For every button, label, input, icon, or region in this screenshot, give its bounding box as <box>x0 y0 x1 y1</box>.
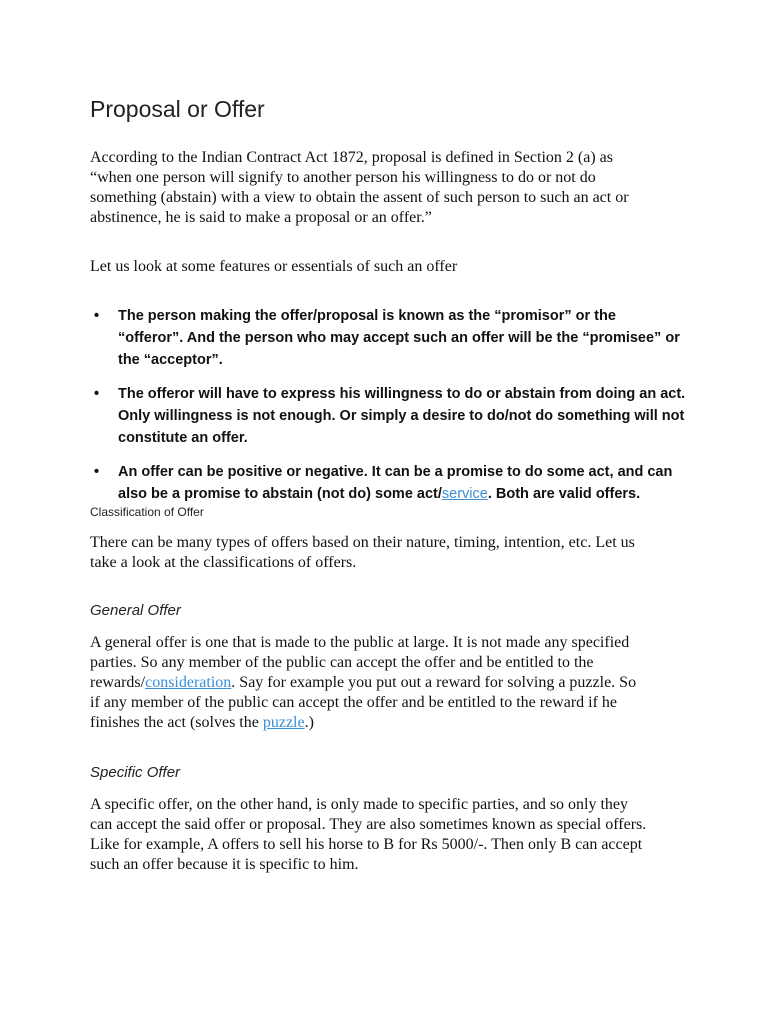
intro-paragraph <box>90 148 690 228</box>
classification-label: Classification of Offer <box>90 505 204 519</box>
list-item: • The offeror will have to express his willingness to do or abstain from doing an act. Only willingness is not enough. Or simply a desire to do/not do something will not constitute an offer. <box>90 383 690 449</box>
specific-offer-heading: Specific Offer <box>90 764 181 781</box>
puzzle-link[interactable]: puzzle <box>262 714 305 731</box>
intro-line: “when one person will signify to another person his willingness to do or not do <box>90 169 596 186</box>
general-offer-heading: General Offer <box>90 602 181 619</box>
bullet-icon: • <box>94 464 100 480</box>
page-title: Proposal or Offer <box>90 96 265 122</box>
consideration-link[interactable]: consideration <box>145 674 232 691</box>
intro-line: something (abstain) with a view to obtain the assent of such person to such an act or <box>90 189 629 206</box>
features-intro: Let us look at some features or essentials of such an offer <box>90 258 458 275</box>
classification-paragraph: There can be many types of offers based on their nature, timing, intention, etc. Let us take a look at the classifications of offers. <box>90 534 635 571</box>
bullet-icon: • <box>94 386 100 402</box>
intro-line: abstinence, he is said to make a proposal or an offer.” <box>90 209 432 226</box>
features-list <box>90 305 690 517</box>
intro-line: According to the Indian Contract Act 1872, proposal is defined in Section 2 (a) as <box>90 149 613 166</box>
list-item: • An offer can be positive or negative. It can be a promise to do some act, and can also be a promise to abstain (not do) some act/service. Both are valid offers. <box>90 461 690 505</box>
general-offer-paragraph: A general offer is one that is made to the public at large. It is not made any specified parties. So any member of the public can accept the offer and be entitled to the rewards/consideration. Say for example you put out a reward for solving a puzzle. So if any member of the public can accept the offer and be entitled to the reward if he finishes the act (solves the puzzle.) <box>90 634 637 731</box>
list-item: • The person making the offer/proposal is known as the “promisor” or the “offeror”. And the person who may accept such an offer will be the “promisee” or the “acceptor”. <box>90 305 690 371</box>
bullet-icon: • <box>94 308 100 324</box>
specific-offer-paragraph: A specific offer, on the other hand, is only made to specific parties, and so only they can accept the said offer or proposal. They are also sometimes known as special offers. Like for example, A offers to sell his horse to B for Rs 5000/-. Then only B can accept such an offer because it is specific to him. <box>90 796 647 873</box>
service-link[interactable]: service <box>441 486 488 502</box>
